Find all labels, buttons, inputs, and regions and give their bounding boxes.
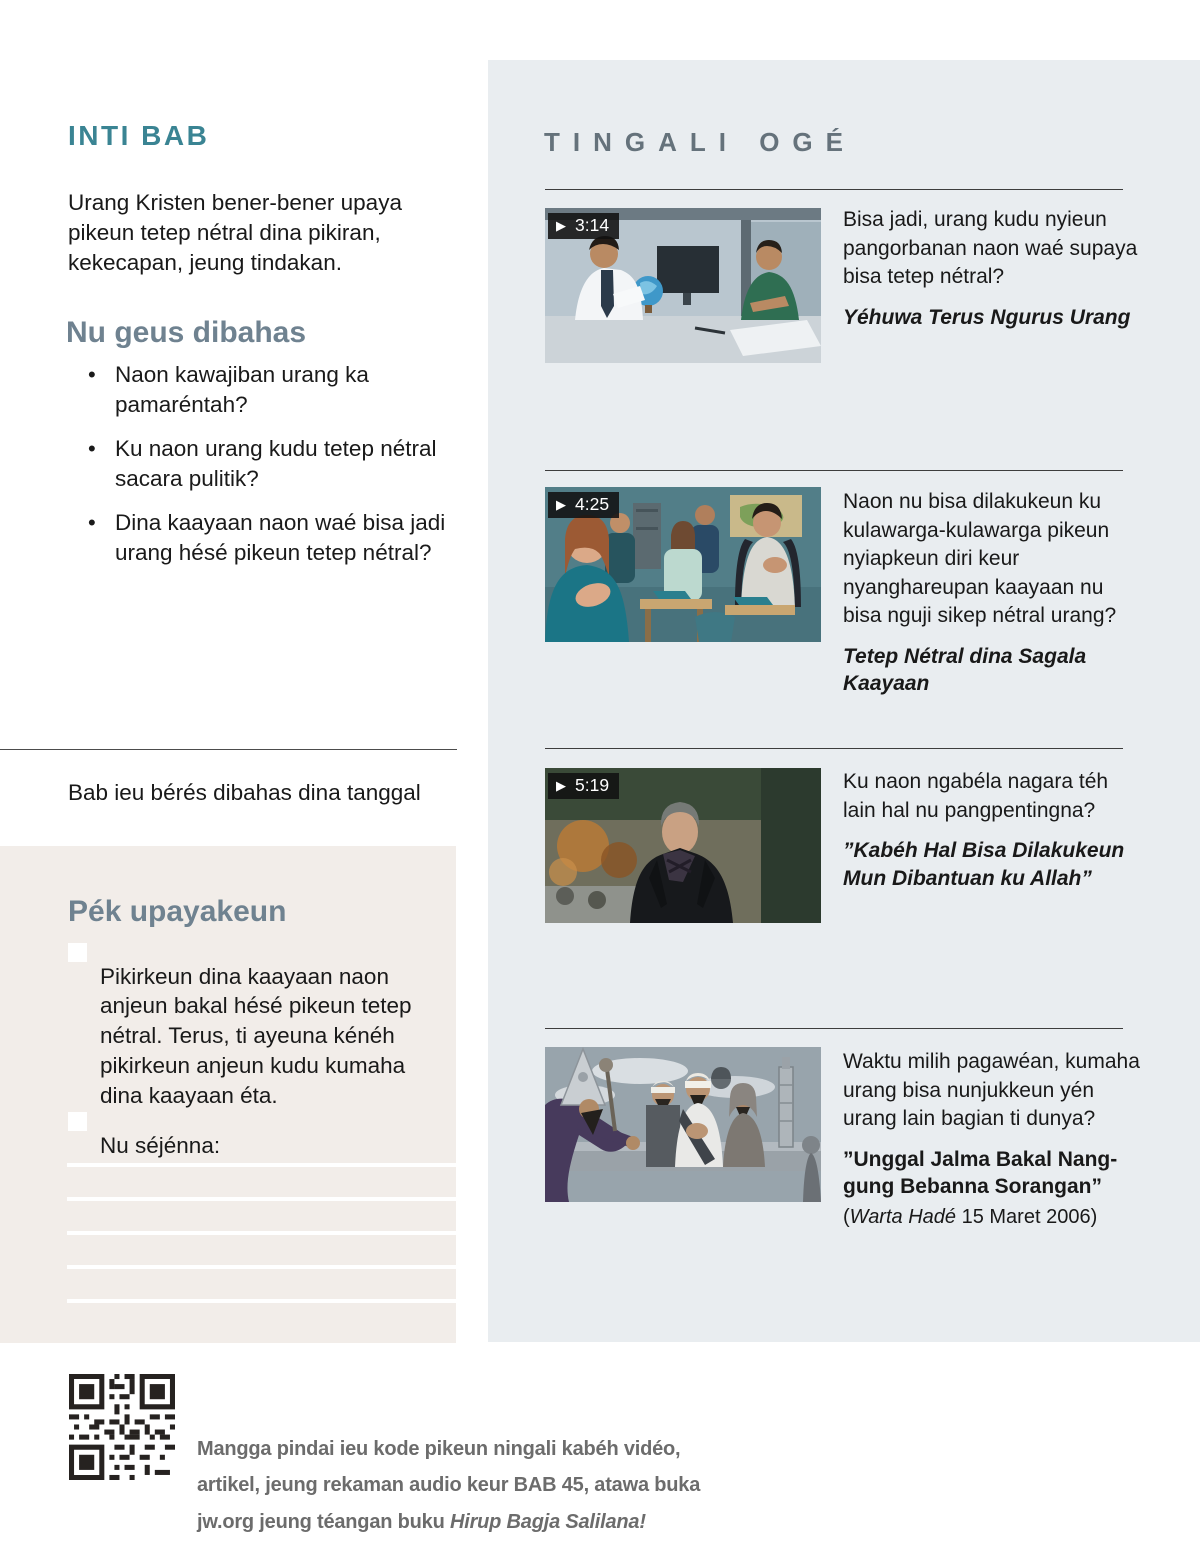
entry-title: Tetep Nétral dina Sagala Kaayaan [843, 644, 1087, 696]
list-item-text: Naon kawajiban urang ka pamaréntah? [115, 362, 369, 418]
try-box-item: Nu séjénna: [100, 1132, 221, 1158]
entry-title: ”Kabéh Hal Bisa Dilakukeun Mun Dibantuan ku Allah” [843, 839, 1125, 890]
entry-question: Bisa jadi, urang kudu nyieun pangorbanan naon waé supaya bisa tetep nétral? [843, 208, 1138, 289]
duration-label: 5:19 [575, 775, 610, 795]
video-thumbnail-classroom-pledge[interactable] [545, 487, 821, 642]
list-item-text: Ku naon urang kudu tetep nétral sacara pulitik? [115, 435, 437, 492]
list-item [88, 434, 480, 495]
entry-question: Waktu milih pagawéan, kumaha urang bisa nunjukkeun yén urang lain bagian ti dunya? [843, 1050, 1140, 1131]
divider [545, 748, 1123, 749]
chapter-summary-title: INTI BAB [68, 119, 210, 151]
qr-instructions: Mangga pindai ieu kode pikeun ningali kabéh vidéo, artikel, jeung rekaman audio keur BAB 45, atawa buka jw.org jeung téangan buku Hirup Bagja Salilana! [197, 1438, 701, 1533]
see-also-title: TINGALI OGÉ [544, 126, 856, 157]
bible-illustration-image [545, 1047, 821, 1202]
write-line [67, 1231, 456, 1235]
qr-code [68, 1374, 176, 1480]
play-icon: ▶ [556, 218, 566, 233]
entry-question: Ku naon ngabéla nagara téh lain hal nu pangpentingna? [843, 770, 1109, 822]
duration-badge [548, 773, 619, 799]
bullet-icon: • [88, 509, 96, 535]
entry-title: ”Unggal Jalma Bakal Nanggung Bebanna Sorangan” [843, 1147, 1118, 1199]
book-title: Hirup Bagja Salilana! [449, 1510, 646, 1533]
bullet-icon: • [88, 362, 96, 387]
discussed-section-title: Nu geus dibahas [66, 315, 307, 349]
write-line [67, 1163, 456, 1167]
citation-source: Warta Hadé [849, 1206, 957, 1229]
divider [545, 189, 1123, 190]
duration-badge [548, 213, 619, 239]
write-line [67, 1265, 456, 1269]
play-icon: ▶ [556, 497, 566, 512]
list-item [88, 360, 480, 421]
duration-label: 3:14 [575, 215, 610, 235]
list-item-text: Dina kaayaan naon waé bisa jadi urang hésé pikeun tetep nétral? [115, 509, 446, 565]
checkbox[interactable] [68, 1112, 87, 1131]
checkbox[interactable] [68, 943, 87, 962]
qr-code-image [68, 1374, 176, 1480]
media-entry-text [843, 1048, 1143, 1230]
try-box-item: Pikirkeun dina kaayaan naon anjeun bakal hésé pikeun tetep nétral. Terus, ti ayeuna kénéh pikirkeun anjeun kudu kumaha dina kaayaan éta. [100, 963, 412, 1109]
entry-citation: (Warta Hadé 15 Maret 2006) [843, 1206, 1098, 1229]
video-thumbnail-office-discussion[interactable] [545, 208, 821, 363]
try-box [0, 846, 456, 1343]
divider [0, 749, 457, 750]
media-entry-text [843, 768, 1143, 893]
duration-label: 4:25 [575, 494, 610, 514]
media-entry-text [843, 206, 1143, 331]
video-thumbnail-man-outdoors[interactable] [545, 768, 821, 923]
play-icon: ▶ [556, 778, 566, 793]
list-item [88, 508, 480, 569]
divider [545, 1028, 1123, 1029]
schedule-note: Bab ieu bérés dibahas dina tanggal [68, 779, 421, 805]
article-thumbnail-bible-illustration[interactable] [545, 1047, 821, 1202]
bullet-icon: • [88, 435, 96, 461]
entry-question: Naon nu bisa dilakukeun ku kulawarga-kulawarga pikeun nyiapkeun diri keur nyanghareupan kaayaan nu bisa nguji sikep nétral urang? [843, 490, 1117, 628]
write-line [67, 1197, 456, 1201]
try-box-title: Pék upayakeun [68, 894, 287, 928]
entry-title: Yéhuwa Terus Ngurus Urang [843, 305, 1131, 329]
write-line [67, 1299, 456, 1303]
media-entry-text [843, 488, 1143, 698]
discussed-list [88, 360, 480, 581]
duration-badge [548, 492, 619, 518]
chapter-summary-body: Urang Kristen bener-bener upaya pikeun tetep nétral dina pikiran, kekecapan, jeung tindakan. [68, 189, 402, 275]
divider [545, 470, 1123, 471]
